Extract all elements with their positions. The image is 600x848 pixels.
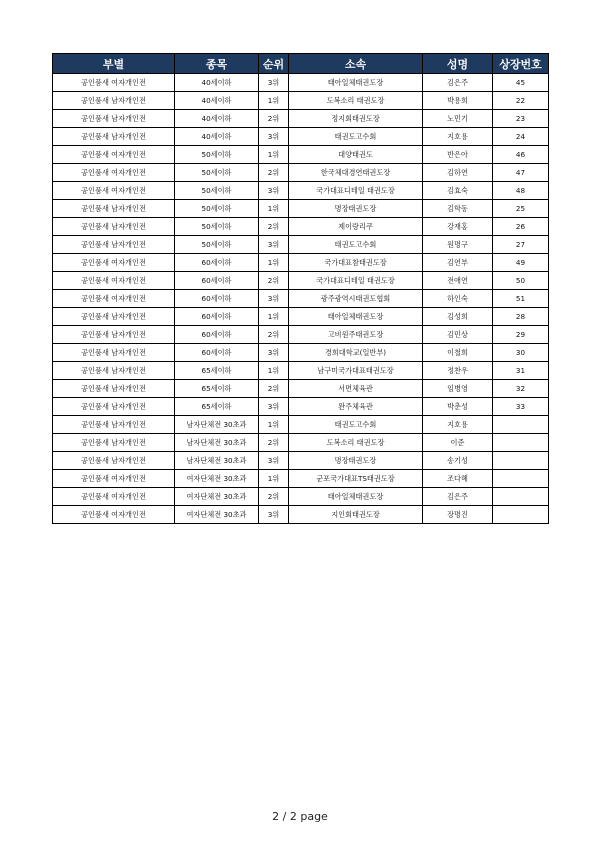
award-number-cell: 48 [493, 182, 549, 200]
table-row [53, 434, 549, 452]
name-cell: 지호용 [423, 128, 493, 146]
division-cell: 공인품새 여자개인전 [53, 182, 175, 200]
table-row [53, 488, 549, 506]
table-row [53, 218, 549, 236]
affiliation-cell: 국가대표디테일 태권도장 [289, 272, 423, 290]
event-cell: 50세이하 [175, 218, 259, 236]
event-cell: 65세이하 [175, 362, 259, 380]
affiliation-cell: 명장태권도장 [289, 452, 423, 470]
name-cell: 김하연 [423, 164, 493, 182]
rank-cell: 1위 [259, 200, 289, 218]
rank-cell: 1위 [259, 362, 289, 380]
award-number-cell: 31 [493, 362, 549, 380]
award-number-cell: 27 [493, 236, 549, 254]
award-number-cell: 30 [493, 344, 549, 362]
rank-cell: 3위 [259, 182, 289, 200]
affiliation-cell: 태권도고수회 [289, 128, 423, 146]
header-name: 성명 [423, 54, 493, 74]
division-cell: 공인품새 남자개인전 [53, 308, 175, 326]
affiliation-cell: 경희대학교(일반부) [289, 344, 423, 362]
header-affiliation: 소속 [289, 54, 423, 74]
affiliation-cell: 한국체대경연태권도장 [289, 164, 423, 182]
event-cell: 60세이하 [175, 290, 259, 308]
event-cell: 40세이하 [175, 74, 259, 92]
table-row [53, 200, 549, 218]
event-cell: 남자단체전 30초과 [175, 416, 259, 434]
table-row [53, 344, 549, 362]
division-cell: 공인품새 여자개인전 [53, 272, 175, 290]
table-row [53, 308, 549, 326]
rank-cell: 3위 [259, 398, 289, 416]
award-number-cell: 26 [493, 218, 549, 236]
name-cell: 강재홍 [423, 218, 493, 236]
table-row [53, 146, 549, 164]
award-number-cell: 49 [493, 254, 549, 272]
rank-cell: 1위 [259, 470, 289, 488]
event-cell: 여자단체전 30초과 [175, 506, 259, 524]
header-division: 부별 [53, 54, 175, 74]
award-number-cell: 47 [493, 164, 549, 182]
division-cell: 공인품새 여자개인전 [53, 488, 175, 506]
name-cell: 장명진 [423, 506, 493, 524]
page-footer: 2 / 2 page [272, 810, 328, 823]
event-cell: 남자단체전 30초과 [175, 452, 259, 470]
name-cell: 전애연 [423, 272, 493, 290]
event-cell: 50세이하 [175, 200, 259, 218]
table-row [53, 380, 549, 398]
event-cell: 여자단체전 30초과 [175, 488, 259, 506]
award-number-cell: 24 [493, 128, 549, 146]
affiliation-cell: 태아일체태권도장 [289, 488, 423, 506]
table-row [53, 398, 549, 416]
rank-cell: 2위 [259, 380, 289, 398]
table-row [53, 236, 549, 254]
name-cell: 지호용 [423, 416, 493, 434]
award-number-cell [493, 470, 549, 488]
division-cell: 공인품새 여자개인전 [53, 506, 175, 524]
table-row [53, 416, 549, 434]
rank-cell: 3위 [259, 236, 289, 254]
award-number-cell: 23 [493, 110, 549, 128]
affiliation-cell: 정지회태권도장 [289, 110, 423, 128]
table-row [53, 506, 549, 524]
table-row [53, 326, 549, 344]
event-cell: 60세이하 [175, 308, 259, 326]
name-cell: 원명구 [423, 236, 493, 254]
rank-cell: 1위 [259, 92, 289, 110]
rank-cell: 2위 [259, 218, 289, 236]
division-cell: 공인품새 남자개인전 [53, 92, 175, 110]
award-number-cell [493, 506, 549, 524]
rank-cell: 2위 [259, 110, 289, 128]
table-row [53, 362, 549, 380]
header-rank: 순위 [259, 54, 289, 74]
event-cell: 남자단체전 30초과 [175, 434, 259, 452]
division-cell: 공인품새 남자개인전 [53, 380, 175, 398]
affiliation-cell: 명장태권도장 [289, 200, 423, 218]
table-row [53, 110, 549, 128]
affiliation-cell: 제이랑리쿠 [289, 218, 423, 236]
award-number-cell: 28 [493, 308, 549, 326]
division-cell: 공인품새 여자개인전 [53, 74, 175, 92]
affiliation-cell: 태권도고수회 [289, 236, 423, 254]
rank-cell: 3위 [259, 452, 289, 470]
event-cell: 60세이하 [175, 326, 259, 344]
name-cell: 김은주 [423, 74, 493, 92]
affiliation-cell: 완주체육관 [289, 398, 423, 416]
award-number-cell: 46 [493, 146, 549, 164]
name-cell: 이철희 [423, 344, 493, 362]
affiliation-cell: 서면체육관 [289, 380, 423, 398]
results-table-wrapper [52, 53, 548, 524]
table-row [53, 92, 549, 110]
affiliation-cell: 태권도고수회 [289, 416, 423, 434]
event-cell: 50세이하 [175, 164, 259, 182]
event-cell: 65세이하 [175, 380, 259, 398]
division-cell: 공인품새 여자개인전 [53, 164, 175, 182]
table-row [53, 272, 549, 290]
table-row [53, 182, 549, 200]
event-cell: 50세이하 [175, 236, 259, 254]
event-cell: 60세이하 [175, 272, 259, 290]
division-cell: 공인품새 남자개인전 [53, 218, 175, 236]
award-number-cell: 32 [493, 380, 549, 398]
award-number-cell: 25 [493, 200, 549, 218]
division-cell: 공인품새 남자개인전 [53, 344, 175, 362]
table-row [53, 128, 549, 146]
division-cell: 공인품새 남자개인전 [53, 434, 175, 452]
affiliation-cell: 태아일체태권도장 [289, 74, 423, 92]
event-cell: 여자단체전 30초과 [175, 470, 259, 488]
affiliation-cell: 광주광역시태권도협회 [289, 290, 423, 308]
rank-cell: 3위 [259, 344, 289, 362]
rank-cell: 2위 [259, 326, 289, 344]
name-cell: 임병영 [423, 380, 493, 398]
event-cell: 40세이하 [175, 92, 259, 110]
division-cell: 공인품새 여자개인전 [53, 470, 175, 488]
rank-cell: 3위 [259, 128, 289, 146]
name-cell: 정찬우 [423, 362, 493, 380]
name-cell: 반은아 [423, 146, 493, 164]
name-cell: 김효숙 [423, 182, 493, 200]
table-row [53, 290, 549, 308]
award-number-cell: 45 [493, 74, 549, 92]
name-cell: 박춘성 [423, 398, 493, 416]
award-number-cell: 51 [493, 290, 549, 308]
division-cell: 공인품새 남자개인전 [53, 200, 175, 218]
table-row [53, 470, 549, 488]
table-row [53, 452, 549, 470]
affiliation-cell: 도복소리 태권도장 [289, 92, 423, 110]
affiliation-cell: 지인회태권도장 [289, 506, 423, 524]
award-number-cell: 50 [493, 272, 549, 290]
event-cell: 50세이하 [175, 182, 259, 200]
division-cell: 공인품새 여자개인전 [53, 146, 175, 164]
division-cell: 공인품새 남자개인전 [53, 128, 175, 146]
rank-cell: 3위 [259, 506, 289, 524]
division-cell: 공인품새 남자개인전 [53, 326, 175, 344]
rank-cell: 2위 [259, 488, 289, 506]
rank-cell: 3위 [259, 290, 289, 308]
name-cell: 김성희 [423, 308, 493, 326]
rank-cell: 1위 [259, 308, 289, 326]
results-table [52, 53, 549, 524]
award-number-cell [493, 434, 549, 452]
rank-cell: 1위 [259, 416, 289, 434]
name-cell: 김민상 [423, 326, 493, 344]
division-cell: 공인품새 여자개인전 [53, 290, 175, 308]
division-cell: 공인품새 여자개인전 [53, 254, 175, 272]
event-cell: 65세이하 [175, 398, 259, 416]
affiliation-cell: 대양태권도 [289, 146, 423, 164]
name-cell: 김연부 [423, 254, 493, 272]
rank-cell: 2위 [259, 272, 289, 290]
table-row [53, 74, 549, 92]
rank-cell: 3위 [259, 74, 289, 92]
affiliation-cell: 도복소리 태권도장 [289, 434, 423, 452]
name-cell: 박용희 [423, 92, 493, 110]
award-number-cell: 22 [493, 92, 549, 110]
division-cell: 공인품새 남자개인전 [53, 362, 175, 380]
header-event: 종목 [175, 54, 259, 74]
division-cell: 공인품새 남자개인전 [53, 452, 175, 470]
division-cell: 공인품새 남자개인전 [53, 236, 175, 254]
name-cell: 하인숙 [423, 290, 493, 308]
award-number-cell: 33 [493, 398, 549, 416]
division-cell: 공인품새 남자개인전 [53, 110, 175, 128]
event-cell: 40세이하 [175, 128, 259, 146]
event-cell: 60세이하 [175, 254, 259, 272]
division-cell: 공인품새 남자개인전 [53, 416, 175, 434]
affiliation-cell: 군포국가대표TS태권도장 [289, 470, 423, 488]
event-cell: 50세이하 [175, 146, 259, 164]
rank-cell: 1위 [259, 146, 289, 164]
table-row [53, 164, 549, 182]
name-cell: 송기성 [423, 452, 493, 470]
name-cell: 김은주 [423, 488, 493, 506]
name-cell: 노민기 [423, 110, 493, 128]
name-cell: 김학동 [423, 200, 493, 218]
award-number-cell [493, 416, 549, 434]
table-row [53, 254, 549, 272]
affiliation-cell: 국가대표참태권도장 [289, 254, 423, 272]
award-number-cell [493, 488, 549, 506]
event-cell: 40세이하 [175, 110, 259, 128]
affiliation-cell: 태아일체태권도장 [289, 308, 423, 326]
division-cell: 공인품새 남자개인전 [53, 398, 175, 416]
rank-cell: 2위 [259, 164, 289, 182]
affiliation-cell: 남구미국가대표태권도장 [289, 362, 423, 380]
award-number-cell: 29 [493, 326, 549, 344]
rank-cell: 1위 [259, 254, 289, 272]
name-cell: 이준 [423, 434, 493, 452]
header-award-number: 상장번호 [493, 54, 549, 74]
award-number-cell [493, 452, 549, 470]
table-body [53, 74, 549, 524]
table-header-row [53, 54, 549, 74]
event-cell: 60세이하 [175, 344, 259, 362]
affiliation-cell: 국가대표디테일 태권도장 [289, 182, 423, 200]
name-cell: 조다혜 [423, 470, 493, 488]
affiliation-cell: 고비원주태권도장 [289, 326, 423, 344]
rank-cell: 2위 [259, 434, 289, 452]
